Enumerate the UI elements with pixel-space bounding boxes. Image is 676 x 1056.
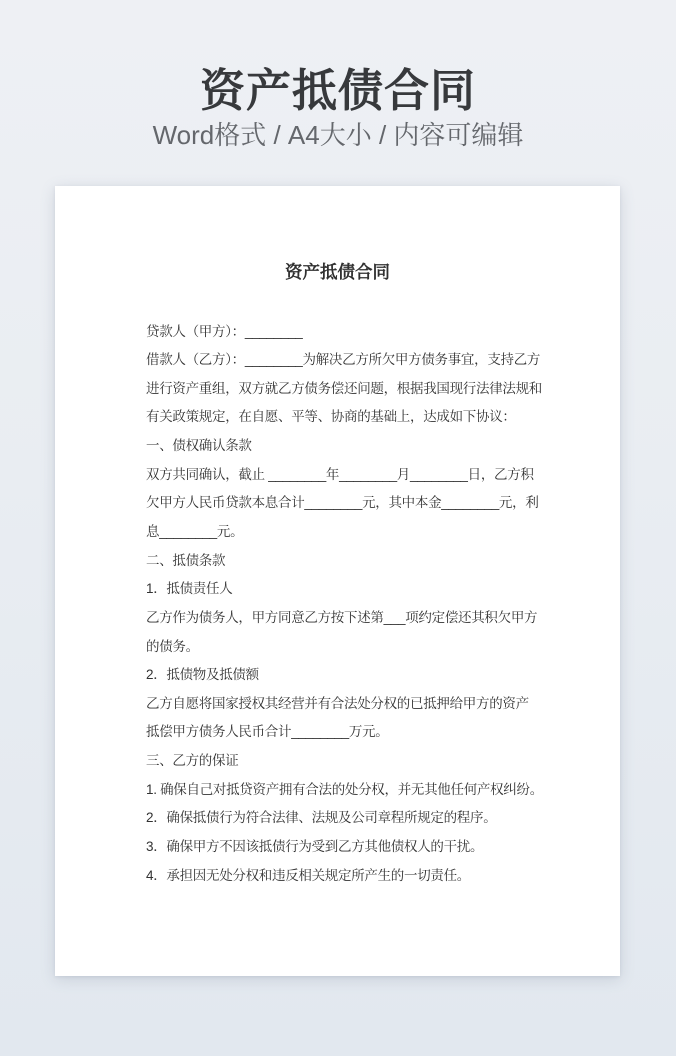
document-line: 息________元。 (146, 523, 244, 539)
document-title: 资产抵债合同 (285, 262, 390, 282)
document-body (146, 318, 600, 891)
document-line: 2．抵债物及抵债额 (146, 667, 259, 683)
document-line: 欠甲方人民币贷款本息合计________元，其中本金________元，利 (146, 495, 539, 511)
document-line: 乙方自愿将国家授权其经营并有合法处分权的已抵押给甲方的资产 (146, 695, 529, 711)
document-line: 1. 确保自己对抵贷资产拥有合法的处分权，并无其他任何产权纠纷。 (146, 781, 543, 797)
document-line: 一、债权确认条款 (146, 438, 252, 454)
document-line: 借款人（乙方）：________为解决乙方所欠甲方债务事宜，支持乙方 (146, 352, 541, 368)
document-line: 2．确保抵债行为符合法律、法规及公司章程所规定的程序。 (146, 810, 497, 826)
document-line: 乙方作为债务人，甲方同意乙方按下述第___项约定偿还其积欠甲方 (146, 609, 538, 625)
banner-subtitle: Word格式 / A4大小 / 内容可编辑 (152, 120, 524, 150)
document-line: 4．承担因无处分权和违反相关规定所产生的一切责任。 (146, 867, 471, 883)
document-line: 进行资产重组，双方就乙方债务偿还问题，根据我国现行法律法规和 (146, 380, 542, 396)
document-line: 的债务。 (146, 638, 199, 654)
document-line: 3．确保甲方不因该抵债行为受到乙方其他债权人的干扰。 (146, 839, 484, 855)
document-page (55, 186, 620, 976)
banner-title: 资产抵债合同 (199, 65, 476, 116)
document-line: 抵偿甲方债务人民币合计________万元。 (146, 724, 389, 740)
document-line: 贷款人（甲方）：________ (146, 323, 303, 339)
document-line: 1．抵债责任人 (146, 581, 233, 597)
document-line: 有关政策规定，在自愿、平等、协商的基础上，达成如下协议： (146, 409, 516, 425)
document-line: 二、抵债条款 (146, 552, 226, 568)
document-line: 三、乙方的保证 (146, 753, 239, 769)
document-line: 双方共同确认，截止 ________年________月________日，乙方积 (146, 466, 534, 482)
